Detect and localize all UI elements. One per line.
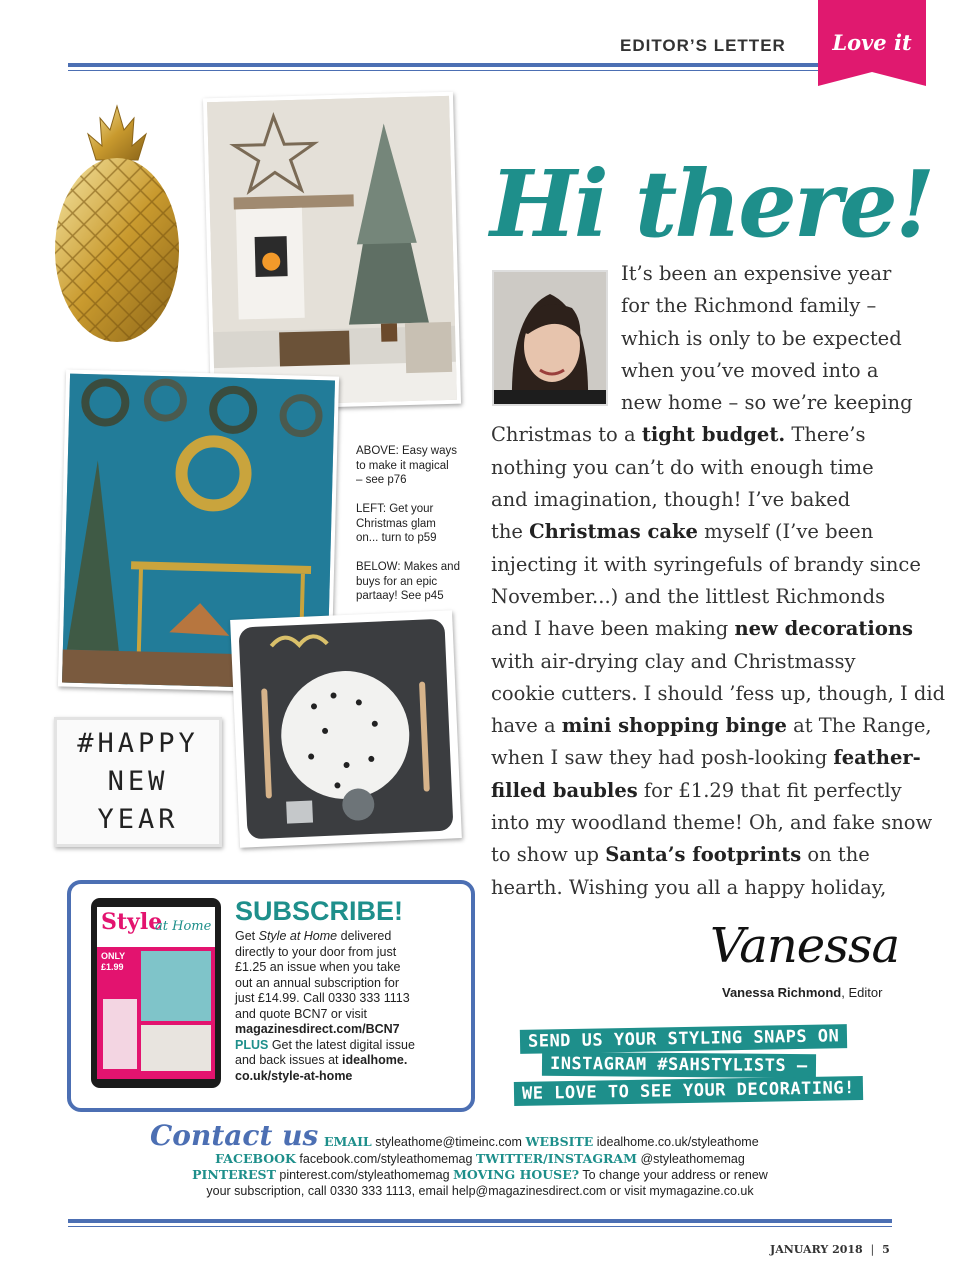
footer-rule-thin: [68, 1226, 892, 1227]
website-link[interactable]: idealhome.co.uk/styleathome: [596, 1135, 759, 1149]
letter-line: nothing you can’t do with enough time: [491, 455, 874, 479]
cover-masthead: Style: [101, 909, 163, 935]
letter-line: to show up Santa’s footprints on the: [491, 843, 870, 867]
twitter-key: TWITTER/INSTAGRAM: [475, 1151, 637, 1166]
caption-below-line: BELOW: Makes and: [356, 561, 460, 573]
instagram-banner: [516, 1027, 886, 1107]
page-number: 5: [882, 1243, 890, 1256]
letter-line: when you’ve moved into a: [621, 358, 879, 382]
letter-line: November...) and the littlest Richmonds: [491, 584, 886, 608]
lightbox-line: YEAR: [97, 804, 179, 835]
caption-below-line: buys for an epic: [356, 575, 438, 588]
living-room-photo: [203, 92, 461, 410]
editor-name-text: Vanessa Richmond: [722, 985, 842, 1000]
page-footer: [770, 1243, 890, 1256]
letter-line: cookie cutters. I should ’fess up, though, I did: [491, 681, 946, 705]
letter-line: It’s been an expensive year: [621, 262, 892, 285]
subscribe-line: just £14.99. Call 0330 333 1113: [235, 991, 410, 1005]
letter-line: new home – so we’re keeping: [621, 391, 913, 415]
email-link[interactable]: styleathome@timeinc.com: [375, 1135, 522, 1149]
caption-left-line: LEFT: Get your: [356, 503, 434, 515]
caption-left: [356, 502, 437, 546]
subscribe-title: SUBSCRIBE!: [235, 896, 404, 926]
footer-separator: |: [870, 1243, 875, 1256]
subscribe-line: out an annual subscription for: [235, 975, 399, 990]
editor-role: , Editor: [841, 985, 883, 1000]
caption-left-line: on... turn to p59: [356, 532, 437, 544]
caption-left-line: Christmas glam: [356, 517, 436, 530]
caption-above-line: ABOVE: Easy ways: [356, 445, 457, 457]
caption-above-line: to make it magical: [356, 459, 449, 472]
letter-line: have a mini shopping binge at The Range,: [491, 714, 932, 738]
header-rule-thin: [68, 70, 892, 71]
issue-date: JANUARY 2018: [770, 1243, 863, 1256]
header-rule: [68, 63, 892, 67]
love-it-tab-label: Love it: [832, 30, 912, 55]
page-headline: Hi there!: [490, 150, 933, 258]
moving-house-key: MOVING HOUSE?: [453, 1167, 580, 1182]
party-table-photo: [230, 610, 462, 847]
cover-masthead-sub: at Home: [155, 919, 212, 934]
subscribe-line: Get Style at Home delivered: [235, 929, 392, 943]
tablet-magazine-cover: [91, 898, 221, 1088]
editor-signature: Vanessa: [710, 918, 900, 974]
gold-pineapple-image: [50, 100, 185, 350]
letter-line: for the Richmond family –: [621, 294, 877, 318]
subscribe-text: [235, 929, 415, 1084]
lightbox-line: NEW: [107, 766, 169, 797]
tab-notch: [818, 72, 926, 86]
letter-line: the Christmas cake myself (I’ve been: [491, 520, 874, 544]
letter-line: injecting it with syringefuls of brandy since: [491, 552, 921, 576]
subscribe-line: magazinesdirect.com/BCN7: [235, 1022, 400, 1036]
happy-new-year-lightbox: [54, 717, 222, 847]
twitter-link[interactable]: @styleathomemag: [640, 1152, 745, 1166]
letter-line: and I have been making new decorations: [491, 617, 914, 641]
contact-line-4: your subscription, call 0330 333 1113, email help@magazinesdirect.com or visit mymagazine.co.uk: [206, 1184, 754, 1198]
caption-below-line: partaay! See p45: [356, 590, 444, 602]
facebook-link[interactable]: facebook.com/styleathomemag: [299, 1152, 473, 1166]
subscribe-line: £1.25 an issue when you take: [235, 960, 401, 974]
contact-line-3: [0, 1167, 960, 1182]
subscribe-line: directly to your door from just: [235, 944, 397, 959]
contact-title: Contact us: [150, 1119, 319, 1152]
editor-name: [722, 985, 882, 1000]
subscribe-line: co.uk/style-at-home: [235, 1068, 353, 1083]
letter-line: hearth. Wishing you all a happy holiday,: [491, 875, 887, 899]
letter-line: which is only to be expected: [621, 326, 902, 350]
lightbox-line: #HAPPY: [77, 728, 199, 759]
moving-house-text: To change your address or renew: [582, 1168, 768, 1182]
subscribe-line: PLUS Get the latest digital issue: [235, 1037, 415, 1052]
contact-line-2: [0, 1151, 960, 1166]
banner-line: SEND US YOUR STYLING SNAPS ON: [520, 1024, 848, 1054]
caption-above-line: – see p76: [356, 474, 407, 486]
facebook-key: FACEBOOK: [215, 1151, 296, 1166]
letter-line: into my woodland theme! Oh, and fake snow: [491, 811, 933, 835]
banner-line: INSTAGRAM #SAHSTYLISTS –: [542, 1052, 816, 1078]
footer-rule: [68, 1219, 892, 1223]
cover-price-badge: ONLY £1.99: [101, 951, 126, 972]
section-label: EDITOR’S LETTER: [620, 36, 786, 55]
letter-line: and imagination, though! I’ve baked: [491, 488, 851, 512]
letter-line: with air-drying clay and Christmassy: [491, 649, 856, 673]
email-key: EMAIL: [324, 1134, 372, 1149]
contact-line-1: [324, 1134, 759, 1149]
letter-line: filled baubles for £1.29 that fit perfectly: [491, 778, 902, 802]
letter-line: Christmas to a tight budget. There’s: [491, 423, 866, 447]
pinterest-link[interactable]: pinterest.com/styleathomemag: [279, 1168, 450, 1182]
website-key: WEBSITE: [525, 1134, 594, 1149]
pinterest-key: PINTEREST: [192, 1167, 276, 1182]
caption-above: [356, 444, 457, 488]
letter-line: when I saw they had posh-looking feather-: [491, 746, 921, 770]
subscribe-line: and back issues at idealhome.: [235, 1053, 408, 1067]
banner-line: WE LOVE TO SEE YOUR DECORATING!: [514, 1076, 863, 1106]
caption-below: [356, 560, 460, 604]
letter-body: [491, 258, 945, 904]
subscribe-line: and quote BCN7 or visit: [235, 1006, 368, 1021]
